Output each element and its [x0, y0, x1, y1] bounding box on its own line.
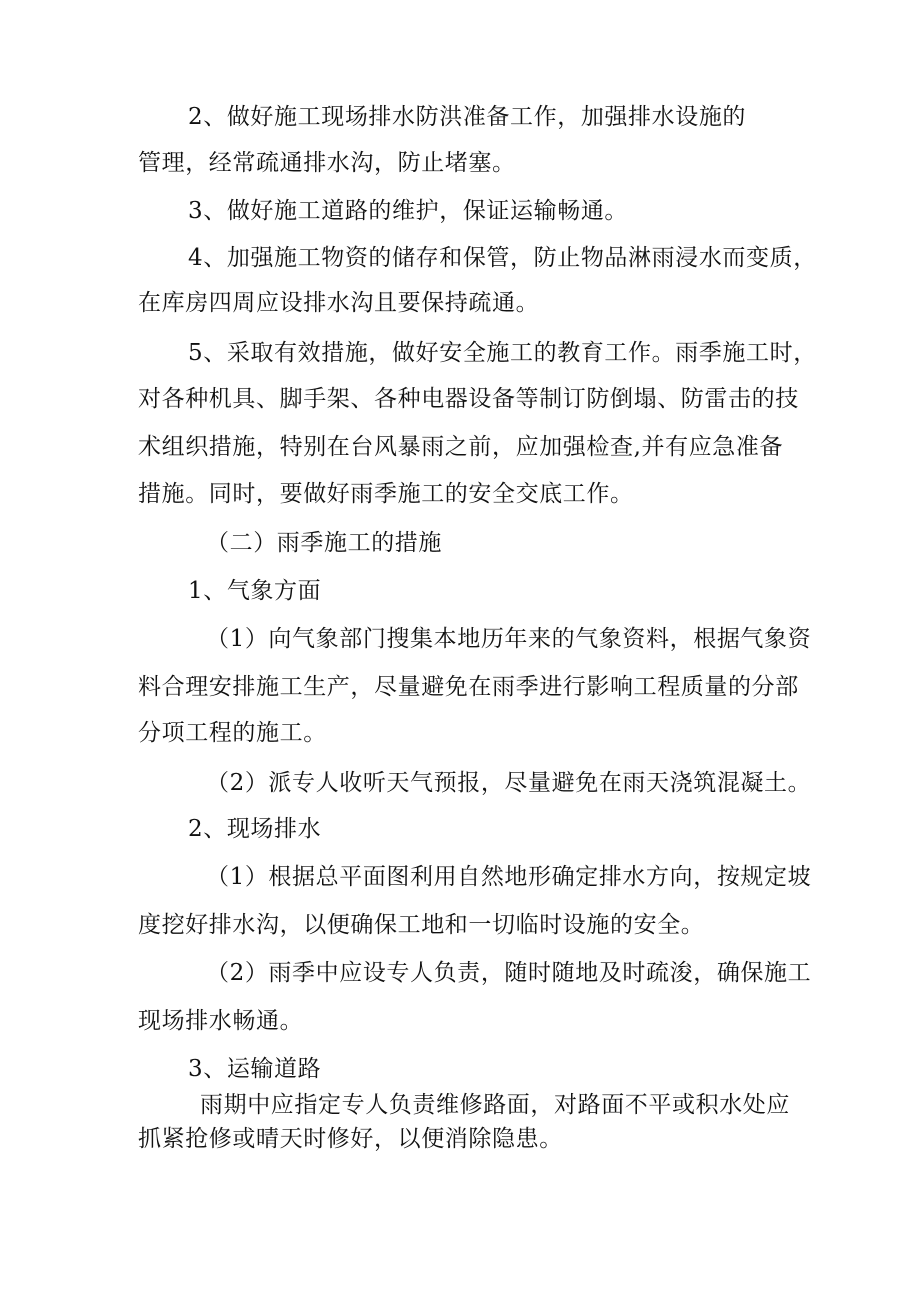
paragraph-4-line-2: 对各种机具、脚手架、各种电器设备等制订防倒塌、防雷击的技 — [138, 386, 799, 412]
paragraph-3-line-1: 4、加强施工物资的储存和保管，防止物品淋雨浸水而变质， — [188, 245, 817, 271]
paragraph-drainage-1-line-2: 度挖好排水沟，以便确保工地和一切临时设施的安全。 — [138, 912, 705, 938]
paragraph-4-line-1: 5、采取有效措施，做好安全施工的教育工作。雨季施工时， — [188, 340, 817, 366]
paragraph-roads-line-1: 雨期中应指定专人负责维修路面，对路面不平或积水处应 — [200, 1092, 790, 1118]
paragraph-drainage-1-line-1: （1）根据总平面图利用自然地形确定排水方向，按规定坡 — [206, 864, 812, 890]
paragraph-drainage-2-line-1: （2）雨季中应设专人负责，随时随地及时疏浚，确保施工 — [206, 960, 812, 986]
paragraph-weather-1-line-3: 分项工程的施工。 — [138, 720, 327, 746]
paragraph-4-line-4: 措施。同时，要做好雨季施工的安全交底工作。 — [138, 481, 634, 507]
paragraph-weather-2-line-1: （2）派专人收听天气预报，尽量避免在雨天浇筑混凝土。 — [206, 770, 812, 796]
subheading-roads: 3、运输道路 — [188, 1056, 322, 1082]
paragraph-2-line-1: 3、做好施工道路的维护，保证运输畅通。 — [188, 198, 629, 224]
paragraph-4-line-3: 术组织措施，特别在台风暴雨之前，应加强检查,并有应急准备 — [138, 434, 784, 460]
paragraph-3-line-2: 在库房四周应设排水沟且要保持疏通。 — [138, 290, 540, 316]
section-heading: （二）雨季施工的措施 — [206, 530, 442, 556]
subheading-weather: 1、气象方面 — [188, 578, 322, 604]
paragraph-roads-line-2: 抓紧抢修或晴天时修好，以便消除隐患。 — [138, 1126, 563, 1152]
subheading-drainage: 2、现场排水 — [188, 816, 322, 842]
paragraph-drainage-2-line-2: 现场排水畅通。 — [138, 1008, 304, 1034]
paragraph-1-line-2: 管理，经常疏通排水沟，防止堵塞。 — [138, 150, 516, 176]
paragraph-weather-1-line-2: 料合理安排施工生产，尽量避免在雨季进行影响工程质量的分部 — [138, 674, 799, 700]
paragraph-weather-1-line-1: （1）向气象部门搜集本地历年来的气象资料，根据气象资 — [206, 626, 812, 652]
paragraph-1-line-1: 2、做好施工现场排水防洪准备工作，加强排水设施的 — [188, 104, 747, 130]
